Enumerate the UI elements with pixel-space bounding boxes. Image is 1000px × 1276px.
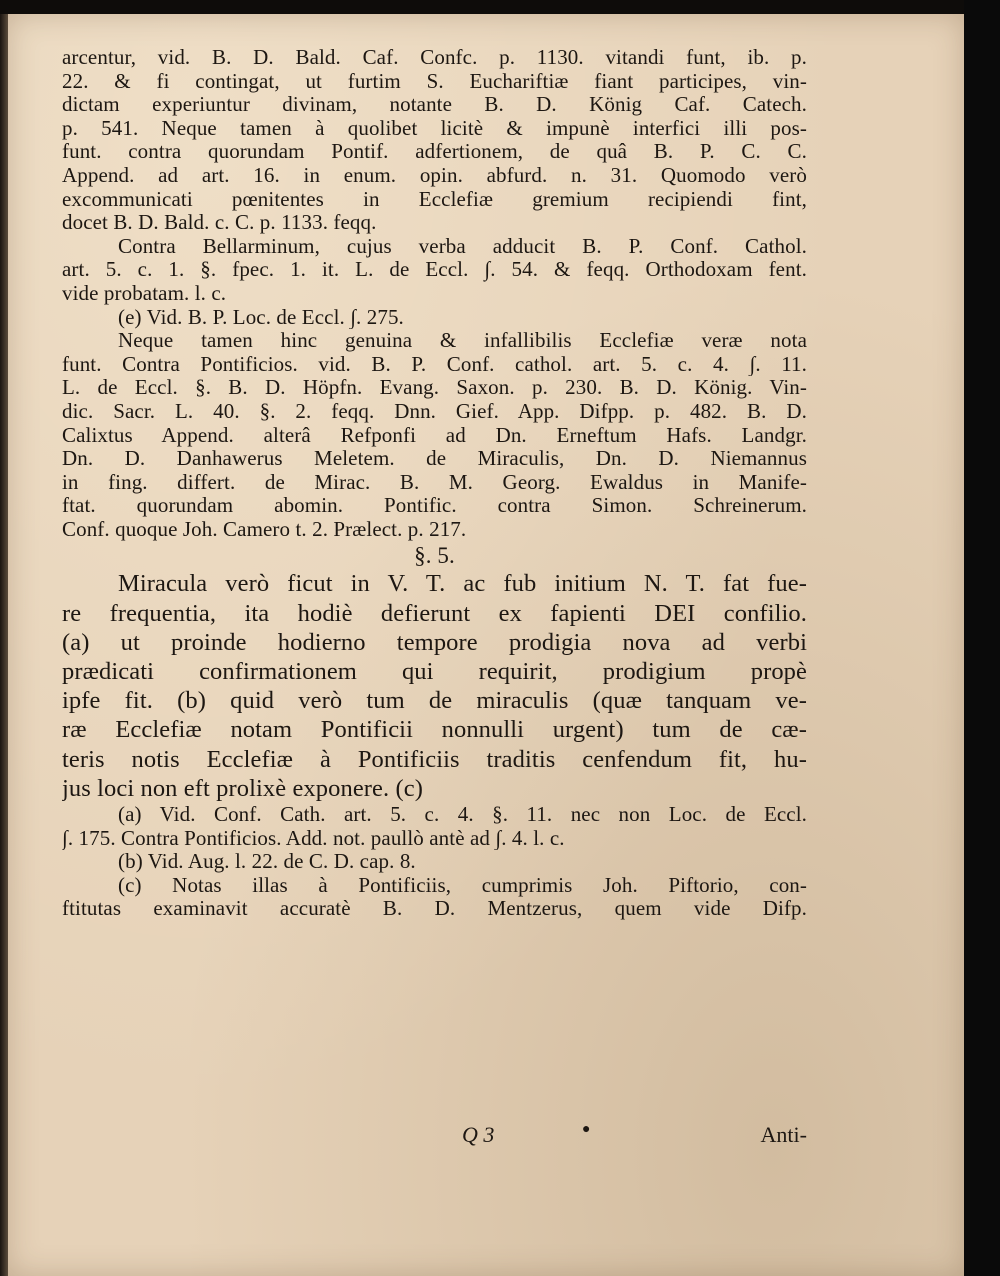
text-line: Conf. quoque Joh. Camero t. 2. Prælect. p. 217. — [62, 517, 467, 541]
signature-mark: Q 3 — [462, 1122, 495, 1147]
text-line: 22. & fi contingat, ut furtim S. Euchariftiæ fiant participes, vin- — [62, 69, 807, 93]
body-line: ræ Ecclefiæ notam Pontificii nonnulli urgent) tum de cæ- — [62, 716, 807, 744]
scan-edge — [964, 0, 1000, 1276]
footnote-e: (e) Vid. B. P. Loc. de Eccl. ∫. 275. — [118, 305, 404, 329]
text-line: art. 5. c. 1. §. fpec. 1. it. L. de Eccl. ∫. 54. & feqq. Orthodoxam fent. — [62, 258, 807, 282]
text-line: arcentur, vid. B. D. Bald. Caf. Confc. p. 1130. vitandi funt, ib. p. — [62, 46, 807, 69]
page-footer — [62, 1122, 807, 1150]
text-line: Contra Bellarminum, cujus verba adducit B. P. Conf. Cathol. — [118, 234, 807, 258]
body-line: ipfe fit. (b) quid verò tum de miraculis (quæ tanquam ve- — [62, 687, 807, 715]
body-line: (a) ut proinde hodierno tempore prodigia nova ad verbi — [62, 628, 807, 656]
text-line: dictam experiuntur divinam, notante B. D. König Caf. Catech. — [62, 93, 807, 117]
text-line: in fing. differt. de Mirac. B. M. Georg. Ewaldus in Manife- — [62, 470, 807, 494]
text-line: Neque tamen hinc genuina & infallibilis Ecclefiæ veræ nota — [118, 329, 807, 353]
section-mark: §. 5. — [414, 543, 455, 569]
catchword: Anti- — [760, 1122, 807, 1147]
footnote-line: ftitutas examinavit accuratè B. D. Mentzerus, quem vide Difp. — [62, 897, 807, 921]
body-line: jus loci non eft prolixè exponere. (c) — [62, 774, 423, 802]
body-line: prædicati confirmationem qui requirit, prodigium propè — [62, 658, 807, 686]
text-line: Calixtus Append. alterâ Refponfi ad Dn. Erneftum Hafs. Landgr. — [62, 423, 807, 447]
text-line: ftat. quorundam abomin. Pontific. contra Simon. Schreinerum. — [62, 494, 807, 518]
footnote-line: ∫. 175. Contra Pontificios. Add. not. paullò antè ad ∫. 4. l. c. — [62, 826, 565, 850]
footnote-c: (c) Notas illas à Pontificiis, cumprimis Joh. Piftorio, con- — [118, 873, 807, 897]
footnote-b: (b) Vid. Aug. l. 22. de C. D. cap. 8. — [118, 850, 416, 874]
page-text — [62, 46, 807, 921]
body-line: re frequentia, ita hodiè defierunt ex fapienti DEI confilio. — [62, 599, 807, 627]
text-line: Dn. D. Danhawerus Meletem. de Miraculis, Dn. D. Niemannus — [62, 447, 807, 471]
text-line: docet B. D. Bald. c. C. p. 1133. feqq. — [62, 211, 377, 235]
text-line: p. 541. Neque tamen à quolibet licitè & impunè interfici illi pos- — [62, 116, 807, 140]
text-line: funt. contra quorundam Pontif. adfertionem, de quâ B. P. C. C. — [62, 140, 807, 164]
body-line: Miracula verò ficut in V. T. ac fub initium N. T. fat fue- — [118, 570, 807, 598]
text-line: L. de Eccl. §. B. D. Höpfn. Evang. Saxon. p. 230. B. D. König. Vin- — [62, 376, 807, 400]
ornament-dot: ● — [582, 1122, 591, 1137]
footnote-a: (a) Vid. Conf. Cath. art. 5. c. 4. §. 11. nec non Loc. de Eccl. — [118, 803, 807, 827]
text-line: excommunicati pœnitentes in Ecclefiæ gremium recipiendi fint, — [62, 187, 807, 211]
text-line: vide probatam. l. c. — [62, 281, 227, 305]
body-line: teris notis Ecclefiæ à Pontificiis traditis cenfendum fit, hu- — [62, 745, 807, 773]
text-line: Append. ad art. 16. in enum. opin. abfurd. n. 31. Quomodo verò — [62, 163, 807, 187]
text-line: dic. Sacr. L. 40. §. 2. feqq. Dnn. Gief. App. Difpp. p. 482. B. D. — [62, 399, 807, 423]
text-line: funt. Contra Pontificios. vid. B. P. Conf. cathol. art. 5. c. 4. ∫. 11. — [62, 352, 807, 376]
